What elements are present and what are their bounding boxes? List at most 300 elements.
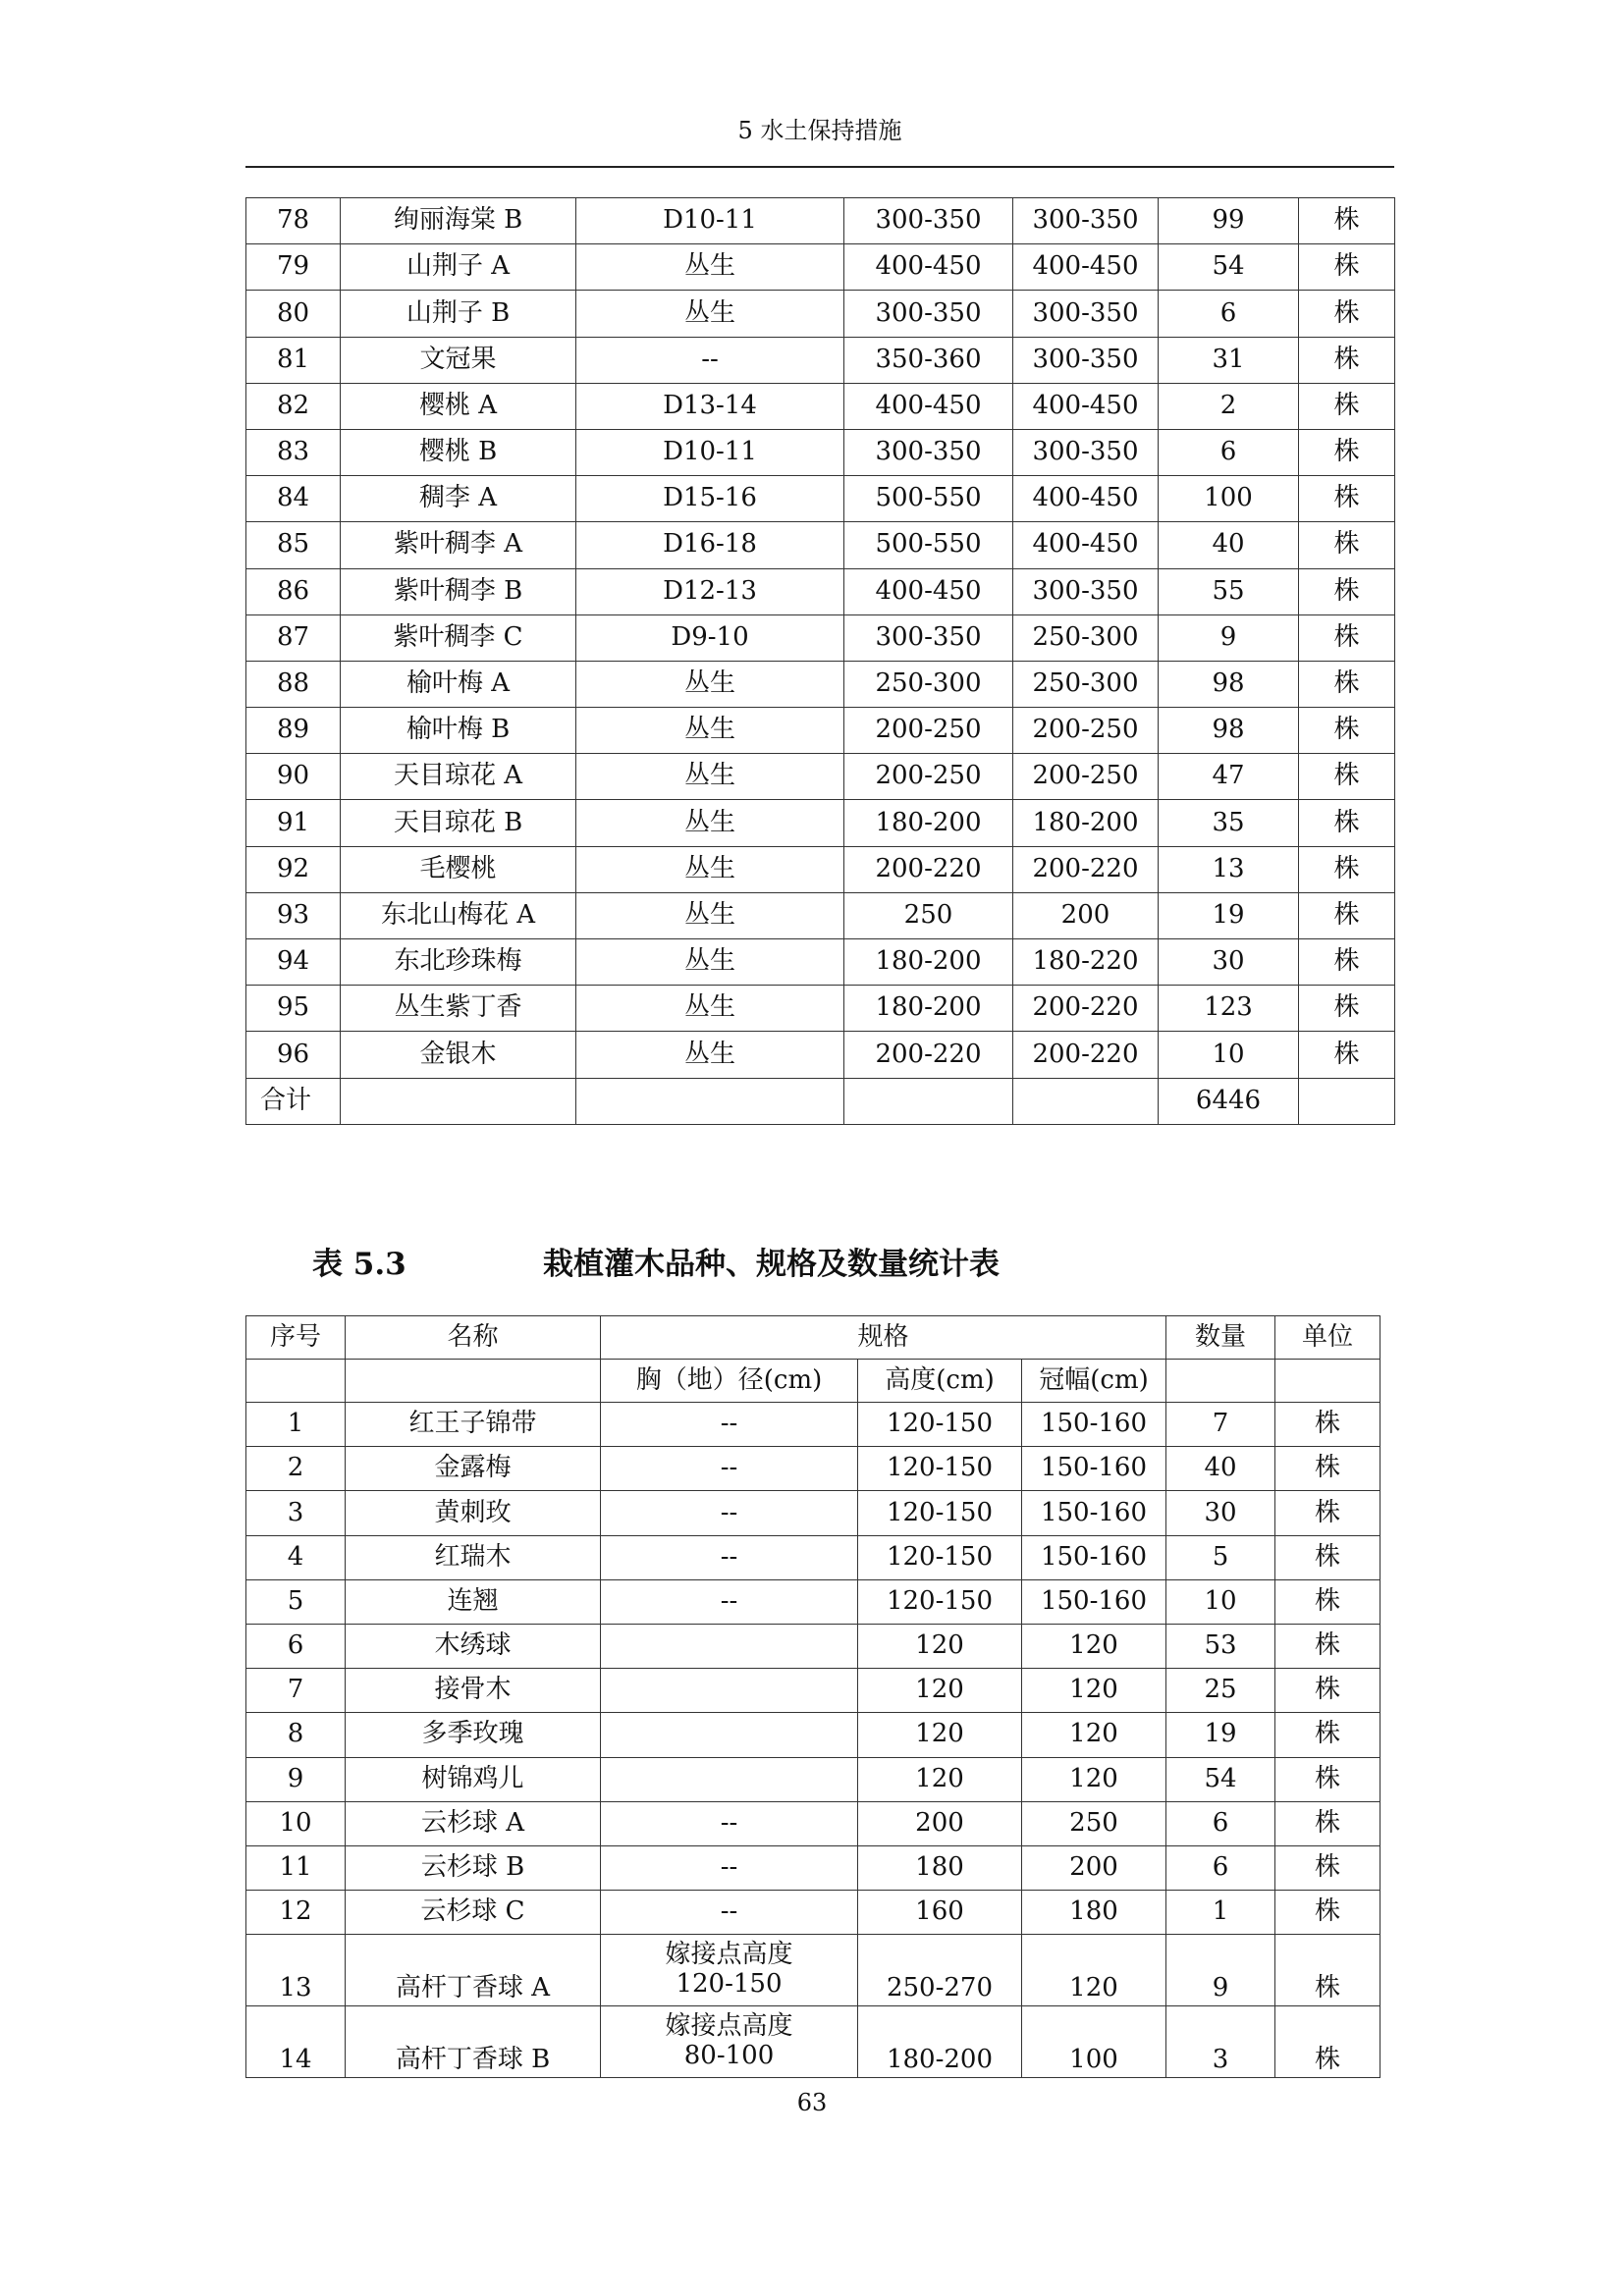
cell-height: 200-250	[844, 708, 1013, 754]
cell-quantity: 6	[1166, 1845, 1275, 1890]
table-row	[246, 661, 1395, 707]
running-header: 5 水土保持措施	[737, 117, 902, 144]
cell-crown: 300-350	[1013, 429, 1159, 475]
cell-crown: 400-450	[1013, 522, 1159, 568]
cell-crown: 300-350	[1013, 568, 1159, 614]
cell-name: 金露梅	[346, 1447, 601, 1491]
cell-name: 红王子锦带	[346, 1403, 601, 1447]
cell-name: 山荆子 B	[341, 291, 576, 337]
cell-seq: 85	[246, 522, 341, 568]
table-row	[246, 1403, 1380, 1447]
cell-height: 300-350	[844, 198, 1013, 244]
header-row	[246, 1316, 1380, 1360]
cell-quantity: 30	[1159, 939, 1299, 986]
cell-quantity: 6	[1159, 429, 1299, 475]
header-height: 高度(cm)	[858, 1360, 1022, 1403]
total-cell-empty	[576, 1078, 844, 1124]
cell-name: 樱桃 B	[341, 429, 576, 475]
cell-diameter	[601, 1624, 858, 1668]
cell-unit: 株	[1299, 708, 1395, 754]
cell-unit: 株	[1299, 892, 1395, 938]
cell-seq: 5	[246, 1579, 346, 1624]
cell-quantity: 53	[1166, 1624, 1275, 1668]
subheader-empty	[1166, 1360, 1275, 1403]
table-row	[246, 939, 1395, 986]
cell-seq: 9	[246, 1757, 346, 1801]
cell-crown: 150-160	[1022, 1535, 1166, 1579]
cell-seq: 91	[246, 800, 341, 846]
cell-seq: 89	[246, 708, 341, 754]
cell-crown: 120	[1022, 1935, 1166, 2006]
cell-quantity: 40	[1159, 522, 1299, 568]
cell-unit: 株	[1299, 429, 1395, 475]
cell-name: 榆叶梅 A	[341, 661, 576, 707]
cell-diameter: --	[601, 1845, 858, 1890]
cell-seq: 90	[246, 754, 341, 800]
cell-seq: 4	[246, 1535, 346, 1579]
cell-height: 180-200	[858, 2006, 1022, 2078]
table-row	[246, 429, 1395, 475]
table-row	[246, 846, 1395, 892]
cell-diameter: D13-14	[576, 383, 844, 429]
table-row	[246, 383, 1395, 429]
cell-seq: 93	[246, 892, 341, 938]
cell-seq: 2	[246, 1447, 346, 1491]
cell-unit: 株	[1299, 661, 1395, 707]
subheader-empty	[246, 1360, 346, 1403]
cell-diameter	[601, 1713, 858, 1757]
cell-unit: 株	[1299, 846, 1395, 892]
table-row	[246, 892, 1395, 938]
cell-seq: 96	[246, 1032, 341, 1078]
cell-diameter: 丛生	[576, 800, 844, 846]
cell-quantity: 47	[1159, 754, 1299, 800]
cell-name: 东北山梅花 A	[341, 892, 576, 938]
cell-seq: 80	[246, 291, 341, 337]
cell-unit: 株	[1275, 1447, 1380, 1491]
cell-crown: 100	[1022, 2006, 1166, 2078]
cell-quantity: 98	[1159, 708, 1299, 754]
graft-height-value: 120-150	[676, 1969, 783, 2000]
cell-height: 350-360	[844, 337, 1013, 383]
cell-unit: 株	[1275, 1491, 1380, 1535]
cell-diameter: 丛生	[576, 846, 844, 892]
cell-height: 400-450	[844, 244, 1013, 291]
table-body	[246, 198, 1395, 1079]
cell-seq: 95	[246, 986, 341, 1032]
subheader-empty	[1275, 1360, 1380, 1403]
cell-quantity: 10	[1159, 1032, 1299, 1078]
cell-crown: 180-220	[1013, 939, 1159, 986]
cell-diameter: D12-13	[576, 568, 844, 614]
cell-crown: 250-300	[1013, 661, 1159, 707]
cell-name: 高杆丁香球 A	[346, 1935, 601, 2006]
cell-crown: 120	[1022, 1669, 1166, 1713]
cell-crown: 200-250	[1013, 708, 1159, 754]
cell-crown: 400-450	[1013, 476, 1159, 522]
cell-name: 连翘	[346, 1579, 601, 1624]
table-row	[246, 1624, 1380, 1668]
cell-height: 300-350	[844, 291, 1013, 337]
cell-quantity: 100	[1159, 476, 1299, 522]
cell-quantity: 31	[1159, 337, 1299, 383]
header-unit: 单位	[1275, 1316, 1380, 1360]
cell-diameter: --	[576, 337, 844, 383]
cell-height: 120-150	[858, 1403, 1022, 1447]
header-spec: 规格	[601, 1316, 1166, 1360]
cell-height: 250	[844, 892, 1013, 938]
cell-quantity: 35	[1159, 800, 1299, 846]
cell-name: 东北珍珠梅	[341, 939, 576, 986]
cell-unit: 株	[1299, 244, 1395, 291]
cell-diameter: 丛生	[576, 892, 844, 938]
cell-unit: 株	[1299, 291, 1395, 337]
cell-seq: 14	[246, 2006, 346, 2078]
cell-quantity: 2	[1159, 383, 1299, 429]
cell-unit: 株	[1275, 1535, 1380, 1579]
page-number: 63	[796, 2089, 828, 2116]
cell-unit: 株	[1299, 568, 1395, 614]
cell-crown: 200-220	[1013, 846, 1159, 892]
cell-quantity: 10	[1166, 1579, 1275, 1624]
header-rule	[245, 166, 1394, 168]
cell-name: 云杉球 C	[346, 1891, 601, 1935]
cell-diameter: D9-10	[576, 614, 844, 661]
cell-crown: 180	[1022, 1891, 1166, 1935]
cell-height: 500-550	[844, 476, 1013, 522]
cell-quantity: 13	[1159, 846, 1299, 892]
cell-diameter: 丛生	[576, 244, 844, 291]
cell-height: 300-350	[844, 429, 1013, 475]
cell-seq: 11	[246, 1845, 346, 1890]
cell-crown: 250-300	[1013, 614, 1159, 661]
cell-name: 毛樱桃	[341, 846, 576, 892]
subheader-row	[246, 1360, 1380, 1403]
cell-height: 180	[858, 1845, 1022, 1890]
cell-unit: 株	[1299, 1032, 1395, 1078]
cell-height: 120-150	[858, 1447, 1022, 1491]
table-row	[246, 244, 1395, 291]
cell-quantity: 6	[1159, 291, 1299, 337]
cell-name: 木绣球	[346, 1624, 601, 1668]
cell-unit: 株	[1275, 1935, 1380, 2006]
cell-quantity: 7	[1166, 1403, 1275, 1447]
cell-seq: 94	[246, 939, 341, 986]
table-row	[246, 1891, 1380, 1935]
cell-unit: 株	[1275, 1845, 1380, 1890]
graft-height-label: 嫁接点高度	[665, 1940, 793, 1970]
cell-diameter: D10-11	[576, 198, 844, 244]
cell-name: 绚丽海棠 B	[341, 198, 576, 244]
cell-unit: 株	[1299, 614, 1395, 661]
cell-quantity: 19	[1159, 892, 1299, 938]
cell-quantity: 19	[1166, 1713, 1275, 1757]
cell-height: 120-150	[858, 1491, 1022, 1535]
cell-unit: 株	[1299, 476, 1395, 522]
cell-name: 金银木	[341, 1032, 576, 1078]
cell-quantity: 3	[1166, 2006, 1275, 2078]
table-trees-continued	[245, 197, 1395, 1125]
table-row	[246, 1713, 1380, 1757]
cell-name: 红瑞木	[346, 1535, 601, 1579]
cell-quantity: 55	[1159, 568, 1299, 614]
cell-seq: 81	[246, 337, 341, 383]
cell-unit: 株	[1275, 1579, 1380, 1624]
cell-diameter	[601, 1757, 858, 1801]
table-row	[246, 522, 1395, 568]
cell-height: 200-250	[844, 754, 1013, 800]
cell-unit: 株	[1299, 383, 1395, 429]
cell-quantity: 9	[1166, 1935, 1275, 2006]
cell-crown: 120	[1022, 1624, 1166, 1668]
table-row	[246, 337, 1395, 383]
total-label: 合计	[246, 1078, 341, 1124]
subheader-empty	[346, 1360, 601, 1403]
table-row	[246, 986, 1395, 1032]
total-cell-empty	[1299, 1078, 1395, 1124]
cell-diameter: 丛生	[576, 708, 844, 754]
cell-name: 接骨木	[346, 1669, 601, 1713]
cell-unit: 株	[1299, 754, 1395, 800]
cell-name: 紫叶稠李 C	[341, 614, 576, 661]
cell-height: 180-200	[844, 800, 1013, 846]
cell-crown: 150-160	[1022, 1579, 1166, 1624]
cell-seq: 1	[246, 1403, 346, 1447]
cell-diameter	[601, 2006, 858, 2078]
cell-diameter: 丛生	[576, 661, 844, 707]
cell-crown: 300-350	[1013, 291, 1159, 337]
cell-height: 120-150	[858, 1535, 1022, 1579]
cell-height: 200	[858, 1801, 1022, 1845]
cell-name: 樱桃 A	[341, 383, 576, 429]
cell-seq: 88	[246, 661, 341, 707]
header-qty: 数量	[1166, 1316, 1275, 1360]
cell-diameter: --	[601, 1579, 858, 1624]
header-name: 名称	[346, 1316, 601, 1360]
header-seq: 序号	[246, 1316, 346, 1360]
table-row	[246, 708, 1395, 754]
cell-height: 160	[858, 1891, 1022, 1935]
cell-quantity: 1	[1166, 1891, 1275, 1935]
total-cell-empty	[844, 1078, 1013, 1124]
cell-seq: 79	[246, 244, 341, 291]
table-row	[246, 800, 1395, 846]
cell-quantity: 9	[1159, 614, 1299, 661]
cell-quantity: 98	[1159, 661, 1299, 707]
table-row	[246, 291, 1395, 337]
cell-height: 120	[858, 1713, 1022, 1757]
table-row	[246, 754, 1395, 800]
cell-quantity: 30	[1166, 1491, 1275, 1535]
cell-crown: 150-160	[1022, 1447, 1166, 1491]
cell-crown: 200	[1022, 1845, 1166, 1890]
table-row	[246, 476, 1395, 522]
cell-height: 200-220	[844, 1032, 1013, 1078]
cell-seq: 13	[246, 1935, 346, 2006]
table-caption-number: 表 5.3	[312, 1247, 406, 1282]
cell-quantity: 99	[1159, 198, 1299, 244]
cell-unit: 株	[1275, 1757, 1380, 1801]
cell-height: 120-150	[858, 1579, 1022, 1624]
cell-diameter: 丛生	[576, 754, 844, 800]
cell-name: 紫叶稠李 B	[341, 568, 576, 614]
cell-quantity: 54	[1166, 1757, 1275, 1801]
cell-height: 400-450	[844, 568, 1013, 614]
cell-quantity: 5	[1166, 1535, 1275, 1579]
cell-name: 天目琼花 B	[341, 800, 576, 846]
table-row	[246, 1535, 1380, 1579]
cell-diameter: D15-16	[576, 476, 844, 522]
cell-seq: 10	[246, 1801, 346, 1845]
cell-seq: 84	[246, 476, 341, 522]
cell-unit: 株	[1299, 198, 1395, 244]
cell-crown: 150-160	[1022, 1491, 1166, 1535]
table-row	[246, 568, 1395, 614]
cell-name: 云杉球 B	[346, 1845, 601, 1890]
cell-name: 紫叶稠李 A	[341, 522, 576, 568]
cell-seq: 82	[246, 383, 341, 429]
cell-name: 树锦鸡儿	[346, 1757, 601, 1801]
cell-unit: 株	[1275, 1669, 1380, 1713]
table-shrubs	[245, 1315, 1380, 2078]
cell-seq: 78	[246, 198, 341, 244]
table-body-tall	[246, 1935, 1380, 2078]
cell-unit: 株	[1299, 986, 1395, 1032]
cell-name: 文冠果	[341, 337, 576, 383]
graft-height-label: 嫁接点高度	[665, 2011, 793, 2042]
header-crown: 冠幅(cm)	[1022, 1360, 1166, 1403]
table-row	[246, 1801, 1380, 1845]
cell-diameter: --	[601, 1403, 858, 1447]
cell-height: 400-450	[844, 383, 1013, 429]
cell-crown: 200-220	[1013, 986, 1159, 1032]
cell-crown: 400-450	[1013, 383, 1159, 429]
cell-crown: 200	[1013, 892, 1159, 938]
cell-crown: 400-450	[1013, 244, 1159, 291]
cell-seq: 86	[246, 568, 341, 614]
cell-seq: 87	[246, 614, 341, 661]
cell-seq: 83	[246, 429, 341, 475]
cell-name: 多季玫瑰	[346, 1713, 601, 1757]
cell-height: 250-270	[858, 1935, 1022, 2006]
cell-unit: 株	[1299, 522, 1395, 568]
cell-diameter: --	[601, 1891, 858, 1935]
cell-diameter: D10-11	[576, 429, 844, 475]
cell-crown: 300-350	[1013, 198, 1159, 244]
cell-diameter: 丛生	[576, 1032, 844, 1078]
cell-crown: 250	[1022, 1801, 1166, 1845]
cell-name: 云杉球 A	[346, 1801, 601, 1845]
table-caption-title: 栽植灌木品种、规格及数量统计表	[543, 1247, 1000, 1282]
total-cell-empty	[341, 1078, 576, 1124]
cell-diameter	[601, 1935, 858, 2006]
cell-diameter: --	[601, 1535, 858, 1579]
cell-quantity: 40	[1166, 1447, 1275, 1491]
cell-seq: 12	[246, 1891, 346, 1935]
cell-name: 稠李 A	[341, 476, 576, 522]
cell-unit: 株	[1275, 1403, 1380, 1447]
table-row	[246, 1447, 1380, 1491]
table-row	[246, 1669, 1380, 1713]
table-row	[246, 1935, 1380, 2006]
cell-name: 高杆丁香球 B	[346, 2006, 601, 2078]
cell-crown: 200-220	[1013, 1032, 1159, 1078]
cell-seq: 7	[246, 1669, 346, 1713]
header-diameter: 胸（地）径(cm)	[601, 1360, 858, 1403]
table-row	[246, 1032, 1395, 1078]
cell-diameter: 丛生	[576, 291, 844, 337]
table-row	[246, 1845, 1380, 1890]
cell-height: 200-220	[844, 846, 1013, 892]
table-body	[246, 1403, 1380, 1935]
graft-height-value: 80-100	[683, 2041, 775, 2071]
cell-quantity: 25	[1166, 1669, 1275, 1713]
cell-diameter: 丛生	[576, 986, 844, 1032]
cell-unit: 株	[1275, 1624, 1380, 1668]
cell-name: 山荆子 A	[341, 244, 576, 291]
cell-name: 丛生紫丁香	[341, 986, 576, 1032]
cell-quantity: 54	[1159, 244, 1299, 291]
cell-crown: 200-250	[1013, 754, 1159, 800]
cell-height: 180-200	[844, 939, 1013, 986]
cell-unit: 株	[1299, 337, 1395, 383]
total-cell-empty	[1013, 1078, 1159, 1124]
cell-diameter	[601, 1669, 858, 1713]
table-row	[246, 2006, 1380, 2078]
cell-diameter: --	[601, 1491, 858, 1535]
cell-seq: 3	[246, 1491, 346, 1535]
cell-height: 120	[858, 1757, 1022, 1801]
cell-crown: 180-200	[1013, 800, 1159, 846]
cell-diameter: 丛生	[576, 939, 844, 986]
cell-unit: 株	[1299, 939, 1395, 986]
cell-height: 120	[858, 1669, 1022, 1713]
cell-unit: 株	[1275, 1891, 1380, 1935]
table-row	[246, 1579, 1380, 1624]
cell-diameter: D16-18	[576, 522, 844, 568]
cell-height: 500-550	[844, 522, 1013, 568]
cell-seq: 8	[246, 1713, 346, 1757]
cell-quantity: 6	[1166, 1801, 1275, 1845]
cell-seq: 92	[246, 846, 341, 892]
cell-unit: 株	[1275, 2006, 1380, 2078]
total-quantity: 6446	[1159, 1078, 1299, 1124]
cell-unit: 株	[1299, 800, 1395, 846]
cell-crown: 120	[1022, 1713, 1166, 1757]
cell-name: 黄刺玫	[346, 1491, 601, 1535]
table-row	[246, 614, 1395, 661]
table-row	[246, 198, 1395, 244]
cell-name: 榆叶梅 B	[341, 708, 576, 754]
cell-name: 天目琼花 A	[341, 754, 576, 800]
table-row	[246, 1491, 1380, 1535]
cell-seq: 6	[246, 1624, 346, 1668]
cell-diameter: --	[601, 1447, 858, 1491]
cell-height: 300-350	[844, 614, 1013, 661]
cell-unit: 株	[1275, 1801, 1380, 1845]
cell-height: 180-200	[844, 986, 1013, 1032]
cell-crown: 300-350	[1013, 337, 1159, 383]
cell-crown: 120	[1022, 1757, 1166, 1801]
cell-crown: 150-160	[1022, 1403, 1166, 1447]
cell-diameter: --	[601, 1801, 858, 1845]
total-row	[246, 1078, 1395, 1124]
table-row	[246, 1757, 1380, 1801]
cell-quantity: 123	[1159, 986, 1299, 1032]
cell-height: 120	[858, 1624, 1022, 1668]
cell-height: 250-300	[844, 661, 1013, 707]
cell-unit: 株	[1275, 1713, 1380, 1757]
